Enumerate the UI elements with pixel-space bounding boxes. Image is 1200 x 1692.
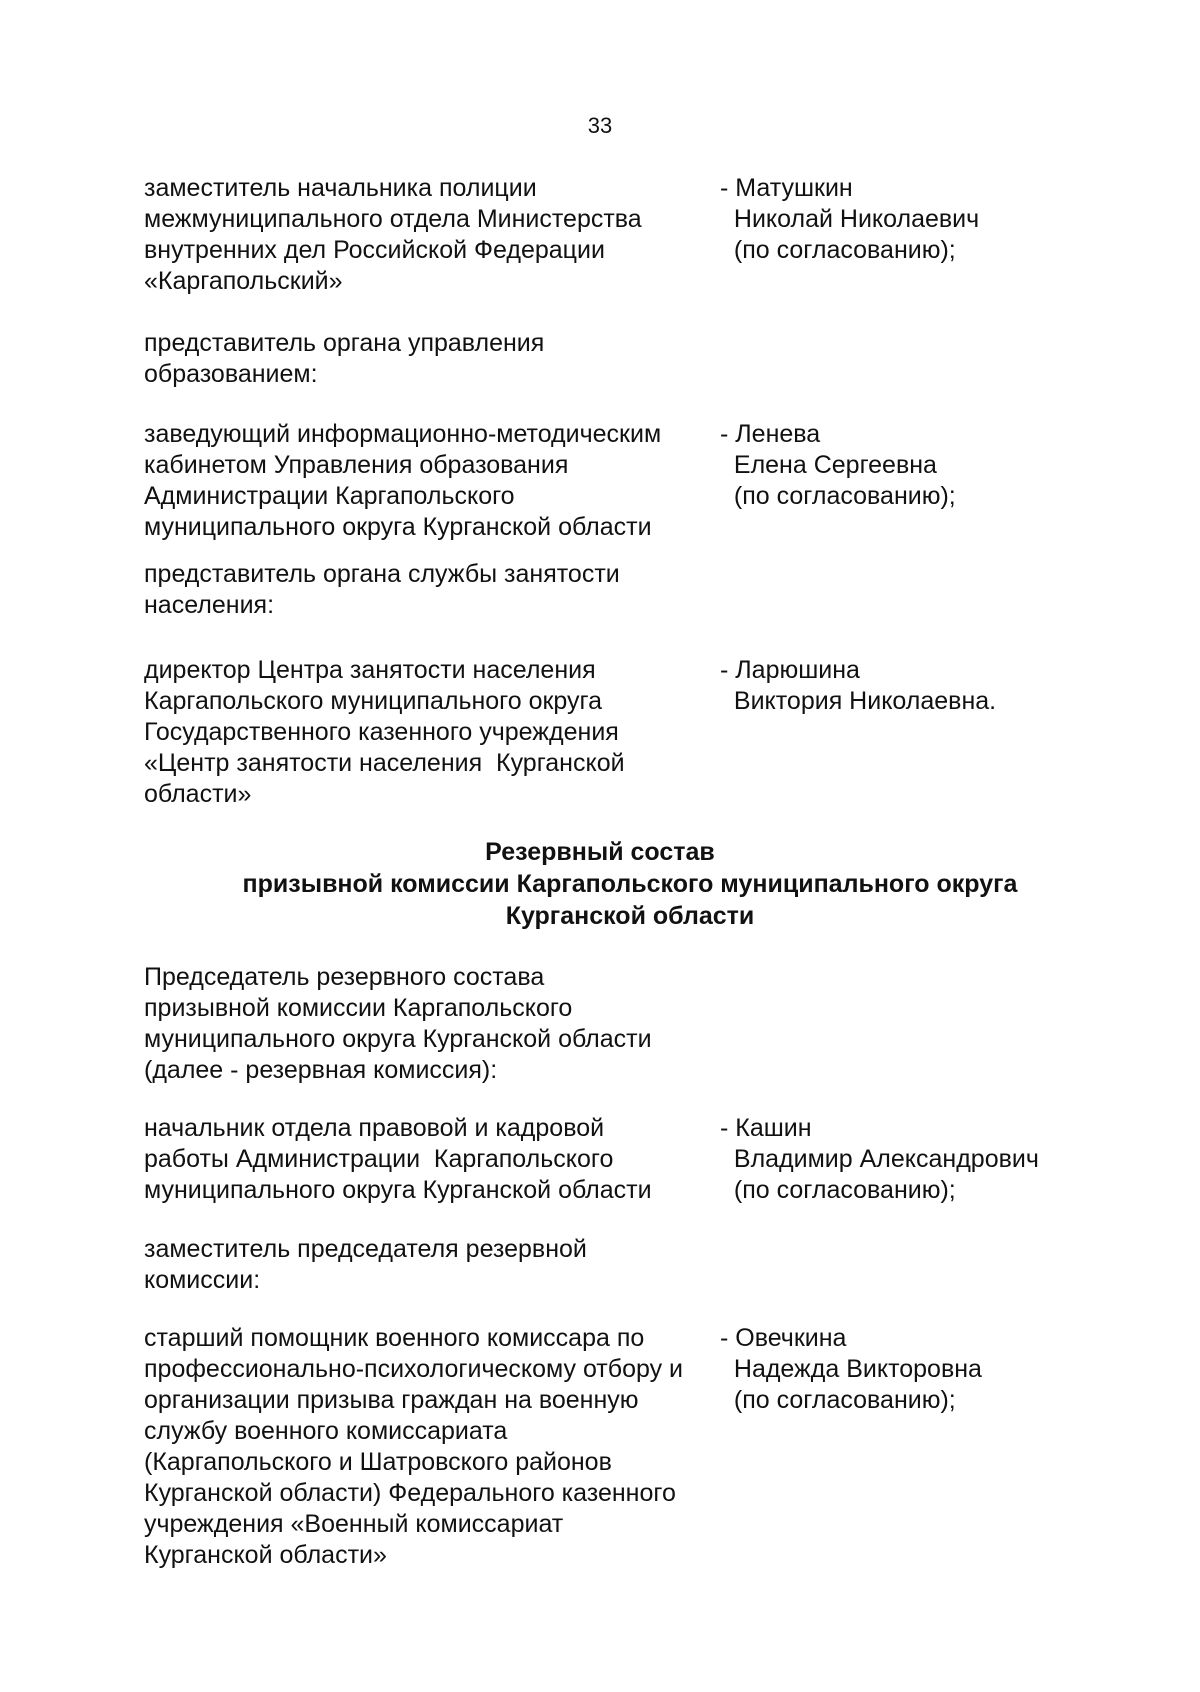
member-position-employment: директор Центра занятости населения Каргапольского муниципального округа Государственного казенного учреждения «Центр занятости населения Курганской области» <box>144 656 625 808</box>
member-position-education: заведующий информационно-методическим кабинетом Управления образования Администрации Каргапольского муниципального округа Курганской области <box>144 420 662 541</box>
category-employment-rep: представитель органа службы занятости населения: <box>144 560 620 619</box>
section-title-line-3: Курганской области <box>505 902 755 930</box>
category-reserve-deputy: заместитель председателя резервной комиссии: <box>144 1235 587 1294</box>
member-name-leneva: - Ленева Елена Сергеевна (по согласованию); <box>720 420 956 510</box>
section-title-line-2: призывной комиссии Каргапольского муниципального округа <box>242 870 1018 898</box>
member-position-military: старший помощник военного комиссара по профессионально-психологическому отбору и организации призыва граждан на военную службу военного комиссариата (Каргапольского и Шатровского районов Курганской области) Федерального казенного учреждения «Военный комиссариат Курганской области» <box>144 1324 684 1569</box>
category-education-rep: представитель органа управления образованием: <box>144 329 545 388</box>
member-position-legal: начальник отдела правовой и кадровой работы Администрации Каргапольского муниципального округа Курганской области <box>144 1114 652 1204</box>
member-name-matushkin: - Матушкин Николай Николаевич (по согласованию); <box>720 174 980 264</box>
section-title-line-1: Резервный состав <box>485 838 715 866</box>
member-position-police: заместитель начальника полиции межмуниципального отдела Министерства внутренних дел Российской Федерации «Каргапольский» <box>144 174 642 295</box>
member-name-kashin: - Кашин Владимир Александрович (по согласованию); <box>720 1114 1039 1204</box>
member-name-ovechkina: - Овечкина Надежда Викторовна (по согласованию); <box>720 1324 982 1414</box>
page-number: 33 <box>587 113 613 138</box>
category-reserve-chair: Председатель резервного состава призывной комиссии Каргапольского муниципального округа Курганской области (далее - резервная комиссия): <box>144 963 652 1084</box>
section-title <box>0 836 1200 932</box>
member-name-laryushina: - Ларюшина Виктория Николаевна. <box>720 656 997 715</box>
